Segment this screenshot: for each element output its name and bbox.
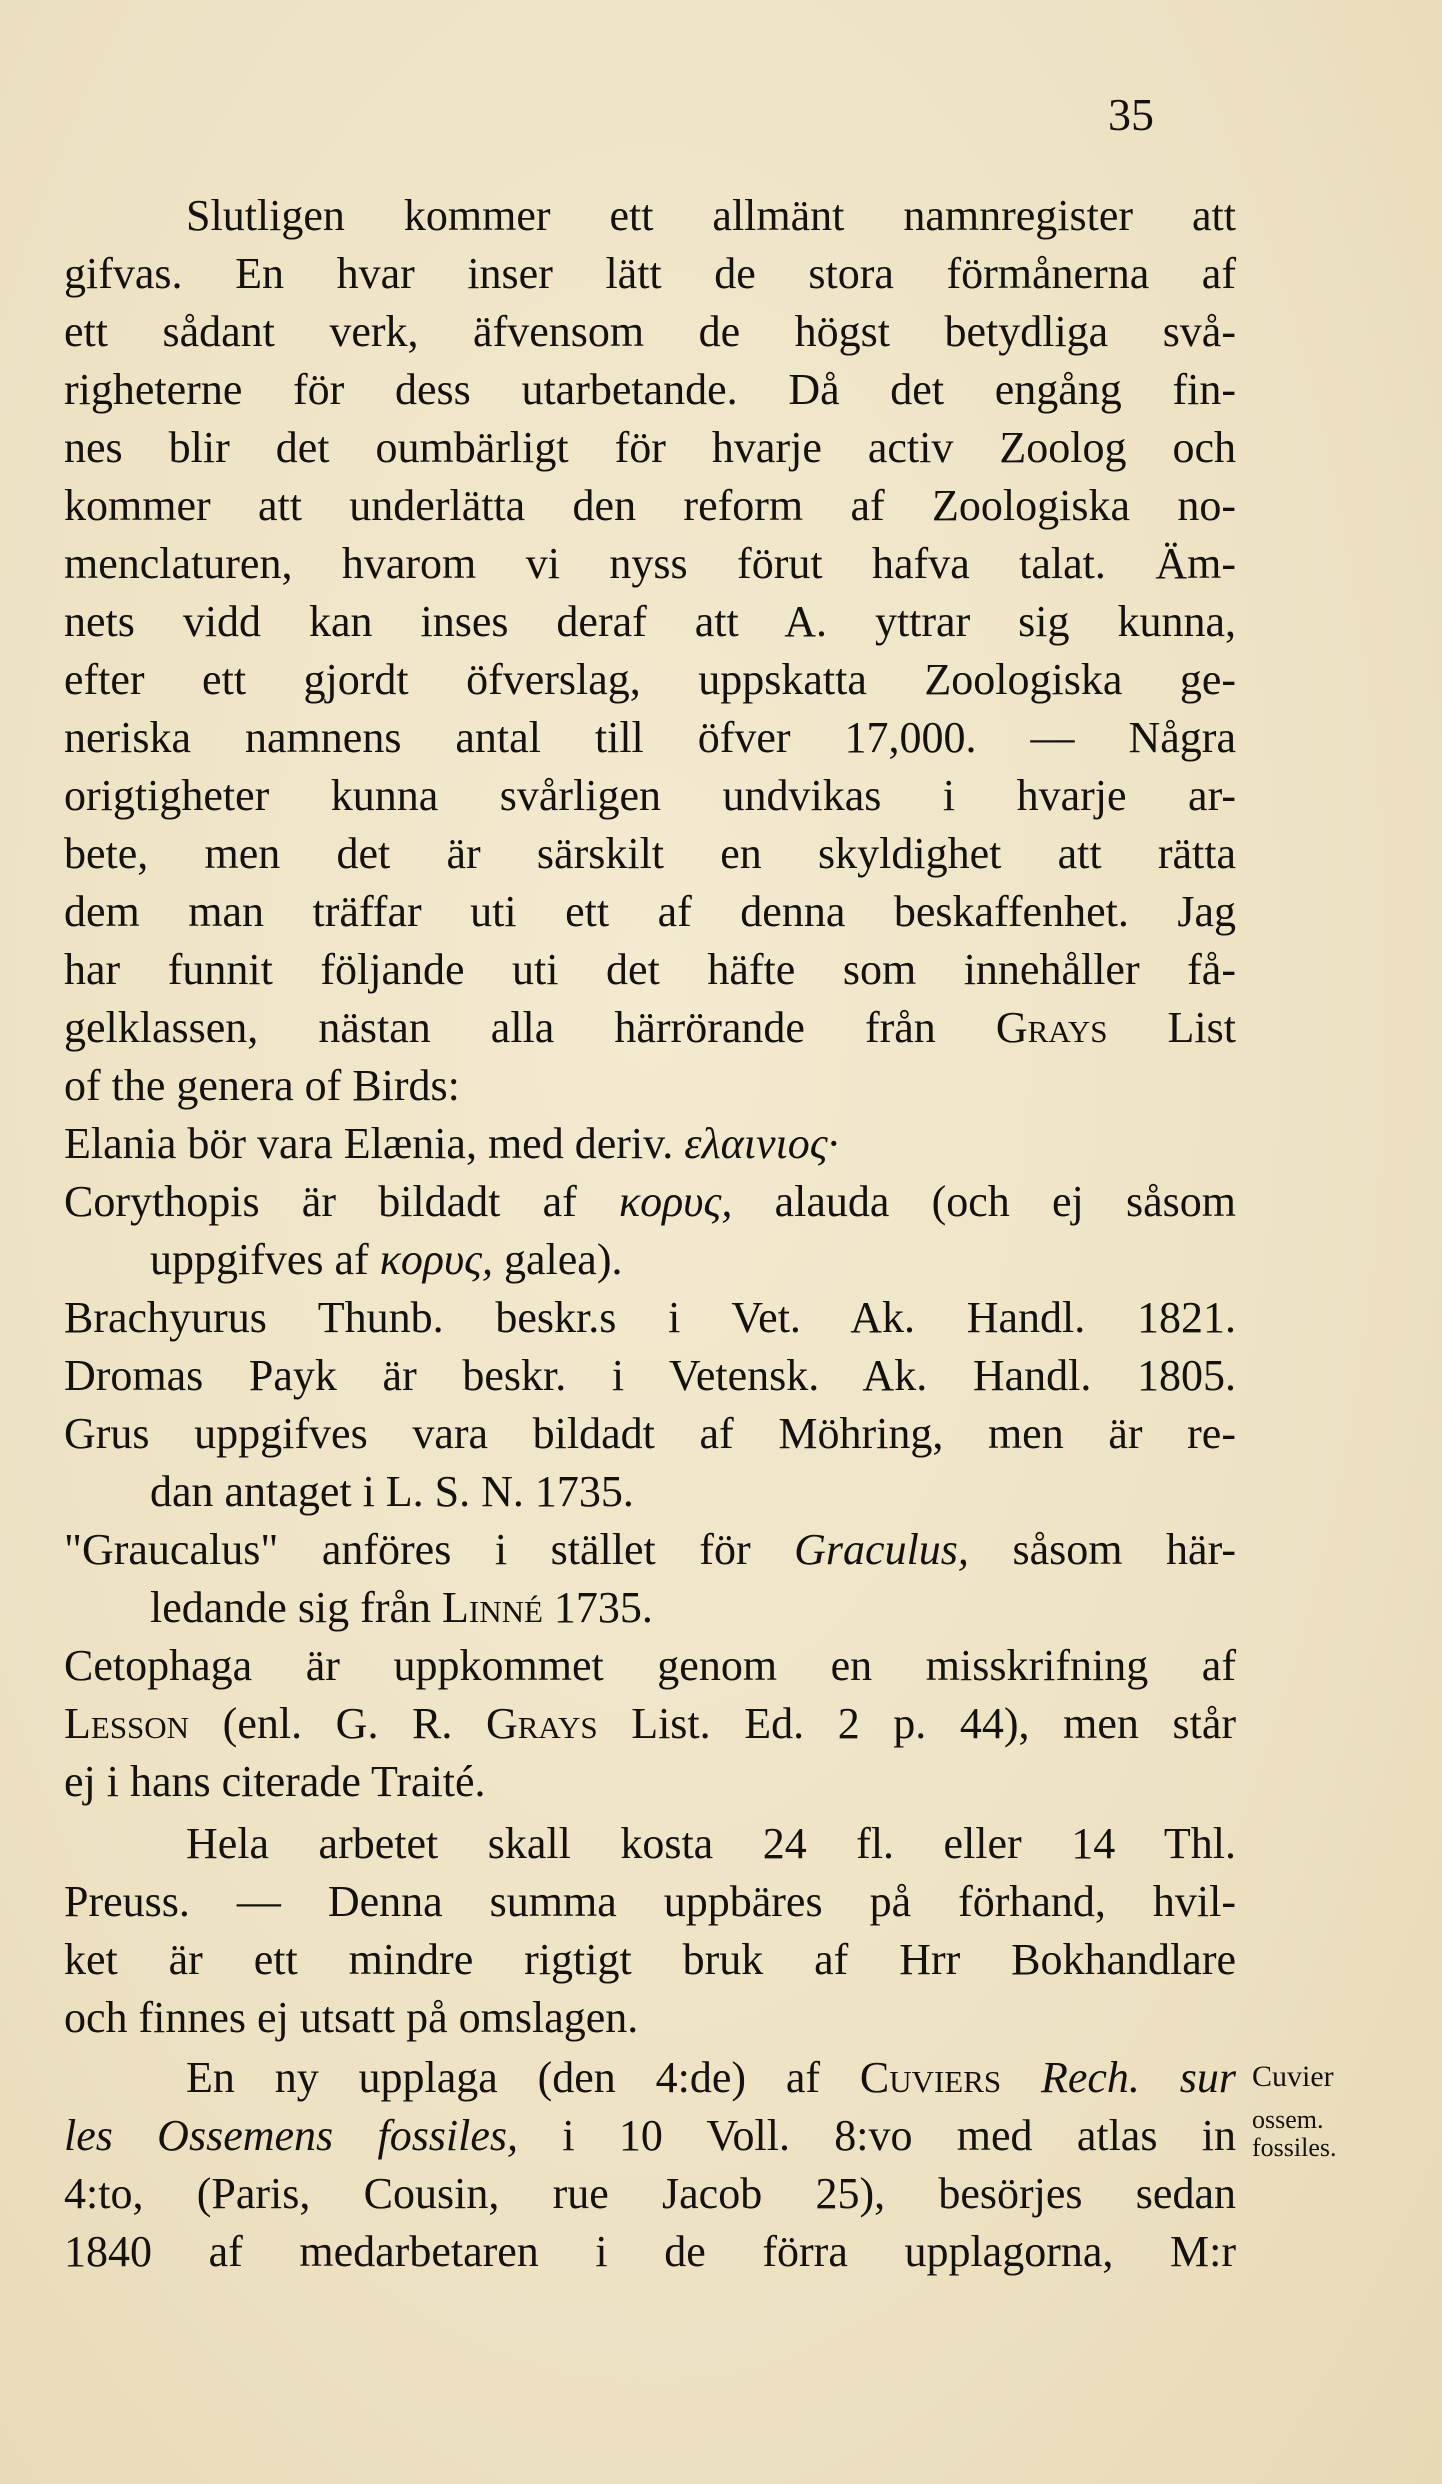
- errata-entry: Dromas Payk är beskr. i Vetensk. Ak. Handl. 1805.: [64, 1351, 1236, 1400]
- text-line: 1840 af medarbetaren i de förra upplagorna, M:r: [64, 2227, 1236, 2276]
- text-line: 4:to, (Paris, Cousin, rue Jacob 25), besörjes sedan: [64, 2169, 1236, 2218]
- text-line: ett sådant verk, äfvensom de högst betydliga svå-: [64, 307, 1236, 356]
- italic-term: Graculus,: [794, 1525, 969, 1574]
- text-line: righeterne för dess utarbetande. Då det engång fin-: [64, 365, 1236, 414]
- text-line: menclaturen, hvarom vi nyss förut hafva talat. Äm-: [64, 539, 1236, 588]
- margin-note-line: fossiles.: [1252, 2133, 1337, 2162]
- text-line: kommer att underlätta den reform af Zoologiska no-: [64, 481, 1236, 530]
- page-number: 35: [1108, 89, 1154, 140]
- text-line: origtigheter kunna svårligen undvikas i hvarje ar-: [64, 771, 1236, 820]
- errata-entry: Corythopis är bildadt af κορυς, alauda (och ej såsom: [64, 1177, 1236, 1226]
- text-line: efter ett gjordt öfverslag, uppskatta Zoologiska ge-: [64, 655, 1236, 704]
- italic-title: les Ossemens fossiles,: [64, 2111, 519, 2160]
- text-line: of the genera of Birds:: [64, 1061, 460, 1110]
- text-line: nets vidd kan inses deraf att A. yttrar sig kunna,: [64, 597, 1236, 646]
- errata-continuation: dan antaget i L. S. N. 1735.: [150, 1467, 634, 1516]
- author-name: Grays: [485, 1699, 598, 1748]
- text-line: och finnes ej utsatt på omslagen.: [64, 1993, 639, 2042]
- italic-title: Rech. sur: [1041, 2053, 1237, 2102]
- greek-word: κορυς,: [619, 1177, 733, 1226]
- text-line: les Ossemens fossiles, i 10 Voll. 8:vo med atlas in: [64, 2111, 1236, 2160]
- text-line: har funnit följande uti det häfte som innehåller få-: [64, 945, 1236, 994]
- greek-word: ελαινιος·: [684, 1119, 839, 1168]
- text-line: dem man träffar uti ett af denna beskaffenhet. Jag: [64, 887, 1236, 936]
- greek-word: κορυς,: [379, 1235, 494, 1284]
- margin-note-line: Cuvier: [1252, 2060, 1334, 2093]
- text-line: gelklassen, nästan alla härrörande från Grays List: [64, 1003, 1237, 1052]
- text-line: ket är ett mindre rigtigt bruk af Hrr Bokhandlare: [64, 1935, 1236, 1984]
- author-name: Lesson: [64, 1699, 190, 1748]
- text-line: neriska namnens antal till öfver 17,000. — Några: [64, 713, 1236, 762]
- text-line: nes blir det oumbärligt för hvarje activ Zoolog och: [64, 423, 1236, 472]
- errata-entry: ej i hans citerade Traité.: [64, 1757, 486, 1806]
- errata-continuation: uppgifves af κορυς, galea).: [150, 1235, 623, 1284]
- author-name: Grays: [995, 1003, 1108, 1052]
- author-name: Cuviers: [859, 2053, 1002, 2102]
- text-line: gifvas. En hvar inser lätt de stora förmånerna af: [64, 249, 1236, 298]
- errata-continuation: ledande sig från Linné 1735.: [150, 1583, 653, 1632]
- author-name: Linné: [442, 1583, 543, 1632]
- errata-entry: "Graucalus" anföres i stället för Graculus, såsom här-: [64, 1525, 1236, 1574]
- text-line: Preuss. — Denna summa uppbäres på förhand, hvil-: [64, 1877, 1236, 1926]
- errata-entry: Cetophaga är uppkommet genom en misskrifning af: [64, 1641, 1236, 1690]
- errata-entry: Elania bör vara Elænia, med deriv. ελαινιος·: [64, 1119, 839, 1168]
- text-line: Slutligen kommer ett allmänt namnregister att: [186, 191, 1236, 240]
- errata-entry: Brachyurus Thunb. beskr.s i Vet. Ak. Handl. 1821.: [64, 1293, 1236, 1342]
- errata-entry: Grus uppgifves vara bildadt af Möhring, men är re-: [64, 1409, 1236, 1458]
- text-line: En ny upplaga (den 4:de) af Cuviers Rech. sur: [186, 2053, 1237, 2102]
- text-line: Hela arbetet skall kosta 24 fl. eller 14 Thl.: [186, 1819, 1236, 1868]
- errata-entry: Lesson (enl. G. R. Grays List. Ed. 2 p. 44), men står: [64, 1699, 1237, 1748]
- margin-note: [1252, 2060, 1402, 2162]
- margin-note-line: ossem.: [1252, 2105, 1324, 2134]
- text-line: bete, men det är särskilt en skyldighet att rätta: [64, 829, 1236, 878]
